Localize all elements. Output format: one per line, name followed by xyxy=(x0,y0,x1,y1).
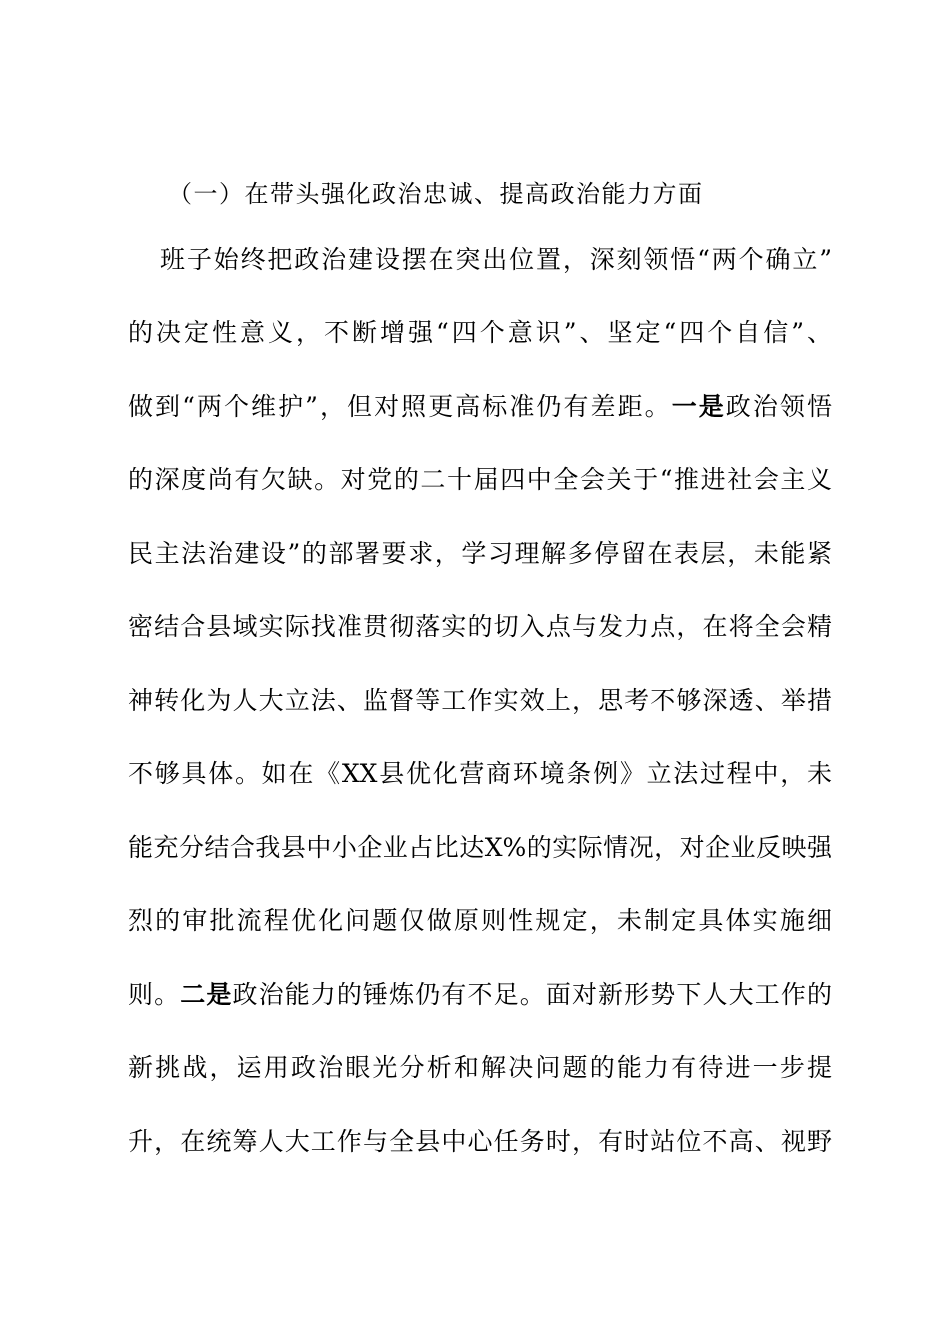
paragraph-line-4 xyxy=(128,460,832,500)
paragraph-line-13 xyxy=(128,1122,832,1162)
line-text: 政治能力的锤炼仍有不足。面对新形势下人大工作的 xyxy=(232,980,832,1009)
line-text: 的决定性意义，不断增强“四个意识”、坚定“四个自信”、 xyxy=(128,318,832,347)
paragraph-line-3 xyxy=(128,387,832,427)
paragraph-line-12 xyxy=(128,1048,832,1088)
emphasis-second-point: 二是 xyxy=(180,980,233,1009)
paragraph-line-8 xyxy=(128,754,832,794)
paragraph-line-9 xyxy=(128,828,832,868)
line-text: 班子始终把政治建设摆在突出位置，深刻领悟“两个确立” xyxy=(160,245,832,274)
paragraph-line-1 xyxy=(160,240,832,280)
paragraph-line-10 xyxy=(128,901,832,941)
line-text: 密结合县域实际找准贯彻落实的切入点与发力点，在将全会精 xyxy=(128,612,832,641)
line-text: 神转化为人大立法、监督等工作实效上，思考不够深透、举措 xyxy=(128,686,832,715)
line-text: 做到“两个维护”，但对照更高标准仍有差距。 xyxy=(128,392,672,421)
paragraph-line-7 xyxy=(128,681,832,721)
line-text: 民主法治建设”的部署要求，学习理解多停留在表层，未能紧 xyxy=(128,539,832,568)
line-text: 的深度尚有欠缺。对党的二十届四中全会关于“推进社会主义 xyxy=(128,465,832,494)
line-text: 政治领悟 xyxy=(725,392,832,421)
line-text: 不够具体。如在《XX县优化营商环境条例》立法过程中，未 xyxy=(128,759,832,788)
line-text: 则。 xyxy=(128,980,181,1009)
section-heading: （一）在带头强化政治忠诚、提高政治能力方面 xyxy=(168,180,704,208)
paragraph-line-11 xyxy=(128,975,832,1015)
paragraph-line-5 xyxy=(128,534,832,574)
paragraph-line-6 xyxy=(128,607,832,647)
emphasis-first-point: 一是 xyxy=(671,392,726,421)
paragraph-line-2 xyxy=(128,313,832,353)
line-text: 新挑战，运用政治眼光分析和解决问题的能力有待进一步提 xyxy=(128,1053,832,1082)
line-text: 烈的审批流程优化问题仅做原则性规定，未制定具体实施细 xyxy=(128,906,832,935)
line-text: 能充分结合我县中小企业占比达X%的实际情况，对企业反映强 xyxy=(128,833,832,862)
line-text: 升，在统筹人大工作与全县中心任务时，有时站位不高、视野 xyxy=(128,1127,832,1156)
